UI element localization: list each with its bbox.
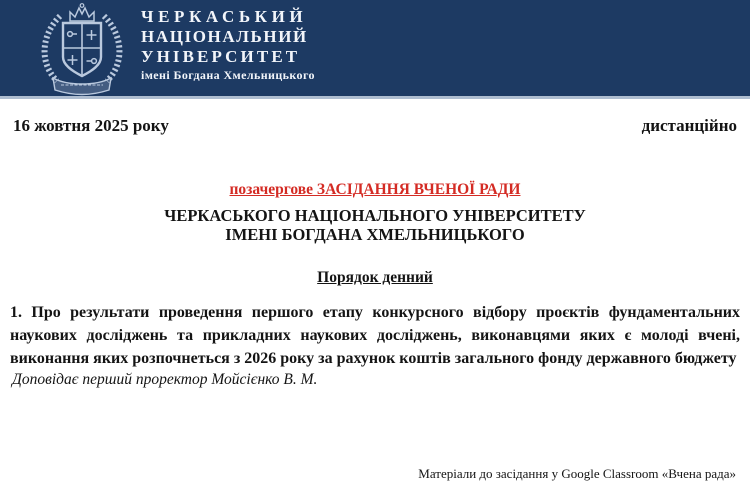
university-name-line2: НАЦІОНАЛЬНИЙ [141,27,308,46]
session-mode: дистанційно [641,116,737,135]
agenda-item-1: 1. Про результати проведення першого етапу конкурсного відбору проєктів фундаментальних наукових досліджень та прикладних наукових досліджень, виконавцями яких є молоді вчені, виконання яких розпочнеться з 2026 року за рахунок коштів загального фонду державного бюджету [10,304,740,367]
session-university-line2: ІМЕНІ БОГДАНА ХМЕЛЬНИЦЬКОГО [225,225,525,244]
university-name-line4: імені Богдана Хмельницького [141,68,315,82]
agenda-item-1-speaker: Доповідає перший проректор Мойсієнко В. М. [12,371,318,388]
university-header-banner [0,0,750,99]
agenda-heading: Порядок денний [317,269,433,286]
university-name-block [141,7,315,84]
session-title: позачергове ЗАСІДАННЯ ВЧЕНОЇ РАДИ [229,181,521,198]
materials-note: Матеріали до засідання у Google Classroom «Вчена рада» [418,466,736,481]
university-name-line3: УНІВЕРСИТЕТ [141,47,301,66]
session-date: 16 жовтня 2025 року [13,116,169,135]
meta-row [0,116,750,136]
university-crest-icon [30,1,134,96]
university-name-line1: ЧЕРКАСЬКИЙ [141,7,308,26]
session-university-line1: ЧЕРКАСЬКОГО НАЦІОНАЛЬНОГО УНІВЕРСИТЕТУ [164,206,586,225]
document-body [0,116,750,389]
session-university-title [0,206,750,244]
